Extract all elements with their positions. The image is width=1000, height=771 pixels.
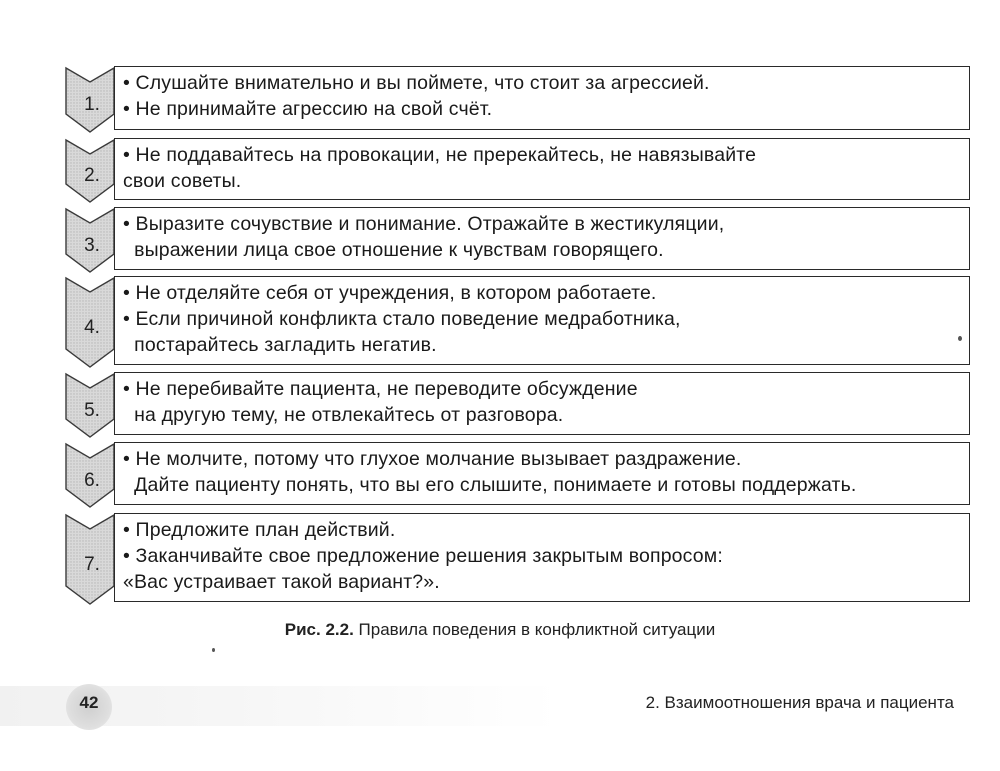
rule-block	[64, 372, 970, 435]
rule-text-box	[114, 207, 970, 270]
rule-text-line: свои советы.	[123, 170, 242, 192]
rule-block	[64, 66, 970, 130]
rule-number: 4.	[84, 317, 100, 338]
rule-block	[64, 513, 970, 602]
rule-number: 1.	[84, 94, 100, 115]
rule-text-line: • Не молчите, потому что глухое молчание вызывает раздражение.	[123, 448, 742, 470]
rule-number: 5.	[84, 400, 100, 421]
rule-number: 7.	[84, 554, 100, 575]
rule-text-box	[114, 513, 970, 602]
rule-text-line: • Не перебивайте пациента, не переводите обсуждение	[123, 378, 638, 400]
rule-text-line: • Предложите план действий.	[123, 519, 396, 541]
rule-text-line: • Заканчивайте свое предложение решения закрытым вопросом:	[123, 545, 723, 567]
caption-label: Рис. 2.2.	[284, 620, 354, 639]
rule-text-line: Дайте пациенту понять, что вы его слышите, понимаете и готовы поддержать.	[123, 474, 857, 496]
rule-text-line: • Выразите сочувствие и понимание. Отражайте в жестикуляции,	[123, 213, 725, 235]
rule-number: 3.	[84, 235, 100, 256]
rule-text-box	[114, 276, 970, 365]
section-title: 2. Взаимоотношения врача и пациента	[645, 693, 954, 712]
rule-text-line: • Не принимайте агрессию на свой счёт.	[123, 98, 493, 120]
print-speck	[958, 336, 962, 341]
caption-text: Правила поведения в конфликтной ситуации	[353, 620, 716, 639]
print-speck	[212, 648, 215, 652]
rule-block	[64, 207, 970, 270]
rule-text-line: • Если причиной конфликта стало поведение медработника,	[123, 308, 681, 330]
rule-text-box	[114, 138, 970, 200]
rule-text-line: постарайтесь загладить негатив.	[123, 334, 437, 356]
rule-text-line: «Вас устраивает такой вариант?».	[123, 571, 440, 593]
rule-number: 6.	[84, 470, 100, 491]
rule-block	[64, 442, 970, 505]
rule-text-line: на другую тему, не отвлекайтесь от разговора.	[123, 404, 564, 426]
rule-text-line: выражении лица свое отношение к чувствам говорящего.	[123, 239, 664, 261]
rule-text-line: • Слушайте внимательно и вы поймете, что стоит за агрессией.	[123, 72, 710, 94]
rule-text-box	[114, 442, 970, 505]
rule-block	[64, 276, 970, 365]
rule-text-line: • Не поддавайтесь на провокации, не пререкайтесь, не навязывайте	[123, 144, 757, 166]
rule-text-box	[114, 372, 970, 435]
figure-caption	[0, 620, 1000, 640]
rule-number: 2.	[84, 165, 100, 186]
page-number: 42	[79, 693, 99, 712]
rule-text-line: • Не отделяйте себя от учреждения, в котором работаете.	[123, 282, 657, 304]
rule-text-box	[114, 66, 970, 130]
rule-block	[64, 138, 970, 200]
